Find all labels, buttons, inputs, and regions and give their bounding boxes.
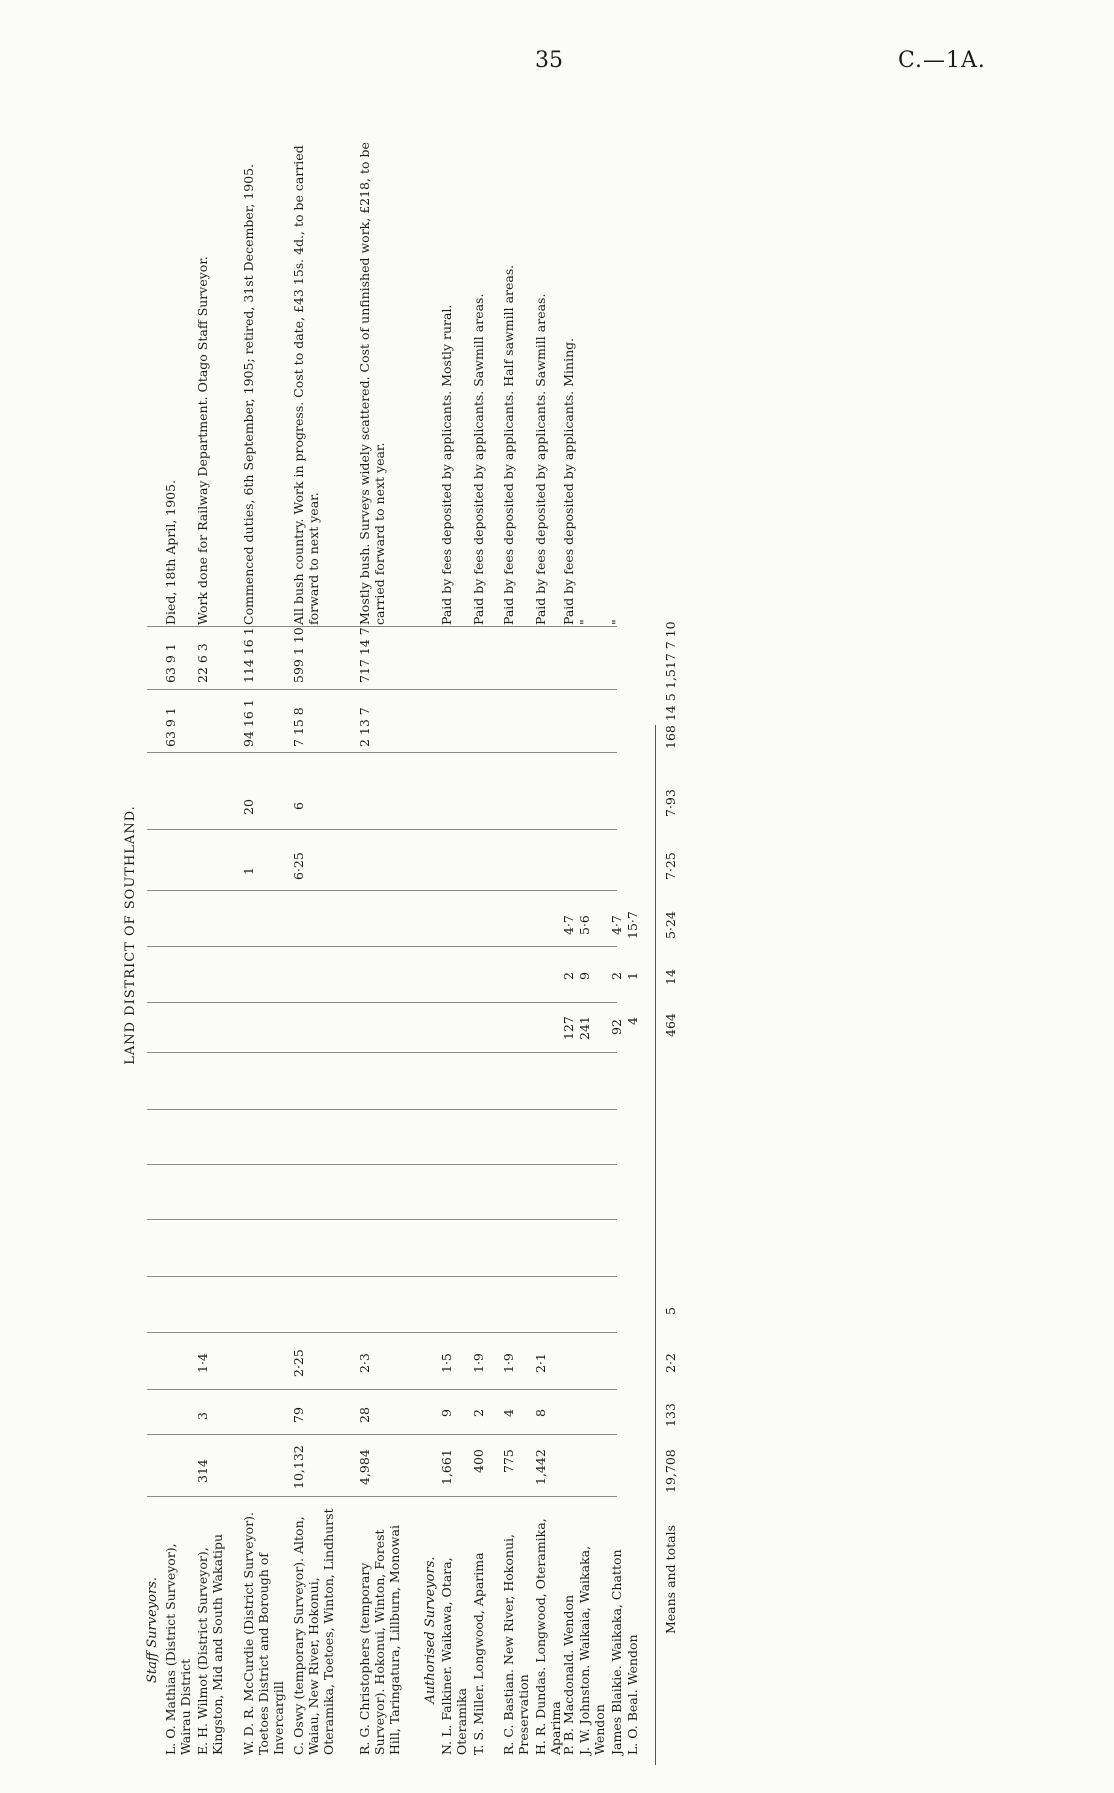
fee-total: 168 14 5 bbox=[663, 693, 678, 749]
sections-value: 2 bbox=[471, 1409, 486, 1417]
remark: " bbox=[577, 619, 592, 625]
section-title: LAND DISTRICT OF SOUTHLAND. bbox=[123, 805, 138, 1065]
value: 15·7 bbox=[625, 911, 640, 939]
value: 5 bbox=[663, 1307, 678, 1315]
value: 4·7 bbox=[609, 915, 624, 935]
column-rule bbox=[147, 829, 617, 830]
sections-value: 9 bbox=[439, 1409, 454, 1417]
column-rule bbox=[147, 1434, 617, 1435]
totals-label: Means and totals bbox=[663, 1525, 678, 1635]
value: 464 bbox=[663, 1013, 678, 1037]
value: 6·25 bbox=[291, 852, 306, 880]
cost-per-acre-value: 2·1 bbox=[533, 1353, 548, 1373]
column-rule bbox=[147, 626, 617, 627]
cost-per-acre-value: 2·3 bbox=[357, 1353, 372, 1373]
remark: " bbox=[609, 619, 624, 625]
column-rule bbox=[147, 1109, 617, 1110]
fee-value: 2 13 7 bbox=[357, 707, 372, 747]
acreage-value: 775 bbox=[501, 1449, 516, 1473]
fee-value: 63 9 1 bbox=[163, 707, 178, 747]
remark: Paid by fees deposited by applicants. Sawmill areas. bbox=[533, 293, 548, 625]
sections-value: 3 bbox=[195, 1412, 210, 1420]
value: 4 bbox=[625, 1017, 640, 1025]
remark: All bush country. Work in progress. Cost to date, £43 15s. 4d., to be carried forward to next year. bbox=[291, 145, 321, 625]
surveyor-name: T. S. Miller. Longwood, Aparima bbox=[471, 1552, 486, 1755]
sections-total: 133 bbox=[663, 1403, 678, 1427]
value: 4·7 bbox=[561, 915, 576, 935]
fee-value: 94 16 1 bbox=[241, 699, 256, 747]
surveyor-name: W. D. R. McCurdie (District Surveyor). Toetoes District and Borough of Invercargill bbox=[241, 1511, 286, 1755]
cost-per-acre-value: 1·9 bbox=[471, 1353, 486, 1373]
value: 127 bbox=[561, 1016, 576, 1040]
remark: Paid by fees deposited by applicants. Mostly rural. bbox=[439, 304, 454, 625]
authorised-surveyors-heading: Authorised Surveyors. bbox=[423, 1556, 438, 1704]
column-rule bbox=[147, 1052, 617, 1053]
remark: Paid by fees deposited by applicants. Half sawmill areas. bbox=[501, 264, 516, 625]
column-rule bbox=[147, 1276, 617, 1277]
column-rule bbox=[147, 1002, 617, 1003]
value: 7·25 bbox=[663, 852, 678, 880]
acreage-value: 1,442 bbox=[533, 1449, 548, 1485]
value: 5·6 bbox=[577, 915, 592, 935]
surveyor-name: James Blaikie. Waikaka, Chatton bbox=[609, 1549, 624, 1755]
surveyor-name: R. C. Bastian. New River, Hokonui, Preservation bbox=[501, 1534, 531, 1755]
column-rule bbox=[147, 1496, 617, 1497]
column-rule bbox=[147, 1389, 617, 1390]
rotated-table bbox=[123, 142, 678, 1765]
value: 1 bbox=[241, 867, 256, 875]
column-rule bbox=[147, 1164, 617, 1165]
column-rule bbox=[147, 890, 617, 891]
acreage-value: 314 bbox=[195, 1459, 210, 1483]
acreage-value: 1,661 bbox=[439, 1449, 454, 1485]
cost-value: 22 6 3 bbox=[195, 643, 210, 683]
cost-total: 1,517 7 10 bbox=[663, 621, 678, 689]
column-rule bbox=[147, 752, 617, 753]
surveyor-name: N. L. Falkiner. Waikawa, Otara, Oteramika bbox=[439, 1557, 469, 1755]
value: 6 bbox=[291, 802, 306, 810]
acreage-total: 19,708 bbox=[663, 1449, 678, 1493]
acreage-value: 4,984 bbox=[357, 1449, 372, 1485]
remark: Paid by fees deposited by applicants. Sawmill areas. bbox=[471, 293, 486, 625]
page-number: 35 bbox=[535, 48, 563, 73]
remark: Work done for Railway Department. Otago Staff Surveyor. bbox=[195, 256, 210, 625]
value: 241 bbox=[577, 1016, 592, 1040]
cost-value: 114 16 1 bbox=[241, 627, 256, 683]
surveyor-name: L. O. Mathias (District Surveyor), Wairau District bbox=[163, 1543, 193, 1755]
surveyor-name: L. O. Beal. Wendon bbox=[625, 1634, 640, 1755]
sections-value: 28 bbox=[357, 1407, 372, 1423]
surveyor-name: C. Oswy (temporary Surveyor). Alton, Waiau, New River, Hokonui, Oteramika, Toetoes, Winton, Lindhurst bbox=[291, 1508, 336, 1755]
value: 14 bbox=[663, 969, 678, 985]
cost-per-acre-value: 1·9 bbox=[501, 1353, 516, 1373]
cost-per-acre-value: 2·25 bbox=[291, 1349, 306, 1377]
value: 5·24 bbox=[663, 911, 678, 939]
cost-value: 717 14 7 bbox=[357, 627, 372, 683]
acreage-value: 10,132 bbox=[291, 1445, 306, 1489]
sections-value: 4 bbox=[501, 1409, 516, 1417]
acreage-value: 400 bbox=[471, 1449, 486, 1473]
value: 9 bbox=[577, 972, 592, 980]
value: 2 bbox=[561, 972, 576, 980]
totals-rule bbox=[655, 725, 656, 1765]
cost-value: 599 1 10 bbox=[291, 627, 306, 683]
remark: Mostly bush. Surveys widely scattered. Cost of unfinished work, £218, to be carried forward to next year. bbox=[357, 142, 387, 625]
column-rule bbox=[147, 689, 617, 690]
remark: Commenced duties, 6th September, 1905; retired, 31st December, 1905. bbox=[241, 163, 256, 625]
fee-value: 7 15 8 bbox=[291, 707, 306, 747]
cost-per-acre-value: 1·5 bbox=[439, 1353, 454, 1373]
remark: Paid by fees deposited by applicants. Mining. bbox=[561, 337, 576, 625]
remark: Died, 18th April, 1905. bbox=[163, 479, 178, 625]
sections-value: 8 bbox=[533, 1409, 548, 1417]
column-rule bbox=[147, 946, 617, 947]
value: 2 bbox=[609, 972, 624, 980]
value: 92 bbox=[609, 1019, 624, 1035]
value: 7·93 bbox=[663, 789, 678, 817]
surveyor-name: P. B. Macdonald. Wendon bbox=[561, 1594, 576, 1755]
cost-per-acre-value: 1·4 bbox=[195, 1353, 210, 1373]
value: 20 bbox=[241, 799, 256, 815]
column-rule bbox=[147, 1332, 617, 1333]
surveyor-name: E. H. Wilmot (District Surveyor), Kingston, Mid and South Wakatipu bbox=[195, 1533, 225, 1755]
value: 1 bbox=[625, 972, 640, 980]
surveyor-name: J. W. Johnston. Waikaia, Waikaka, Wendon bbox=[577, 1545, 607, 1755]
document-code: C.—1A. bbox=[898, 48, 986, 73]
sections-value: 79 bbox=[291, 1407, 306, 1423]
staff-surveyors-heading: Staff Surveyors. bbox=[145, 1577, 160, 1683]
surveyor-name: R. G. Christophers (temporary Surveyor). Hokonui, Winton, Forest Hill, Taringatura, Lillburn, Monowai bbox=[357, 1525, 402, 1755]
column-rule bbox=[147, 1219, 617, 1220]
surveyor-name: H. R. Dundas. Longwood, Oteramika, Aparima bbox=[533, 1518, 563, 1755]
cost-value: 63 9 1 bbox=[163, 643, 178, 683]
cost-per-acre-mean: 2·2 bbox=[663, 1353, 678, 1373]
